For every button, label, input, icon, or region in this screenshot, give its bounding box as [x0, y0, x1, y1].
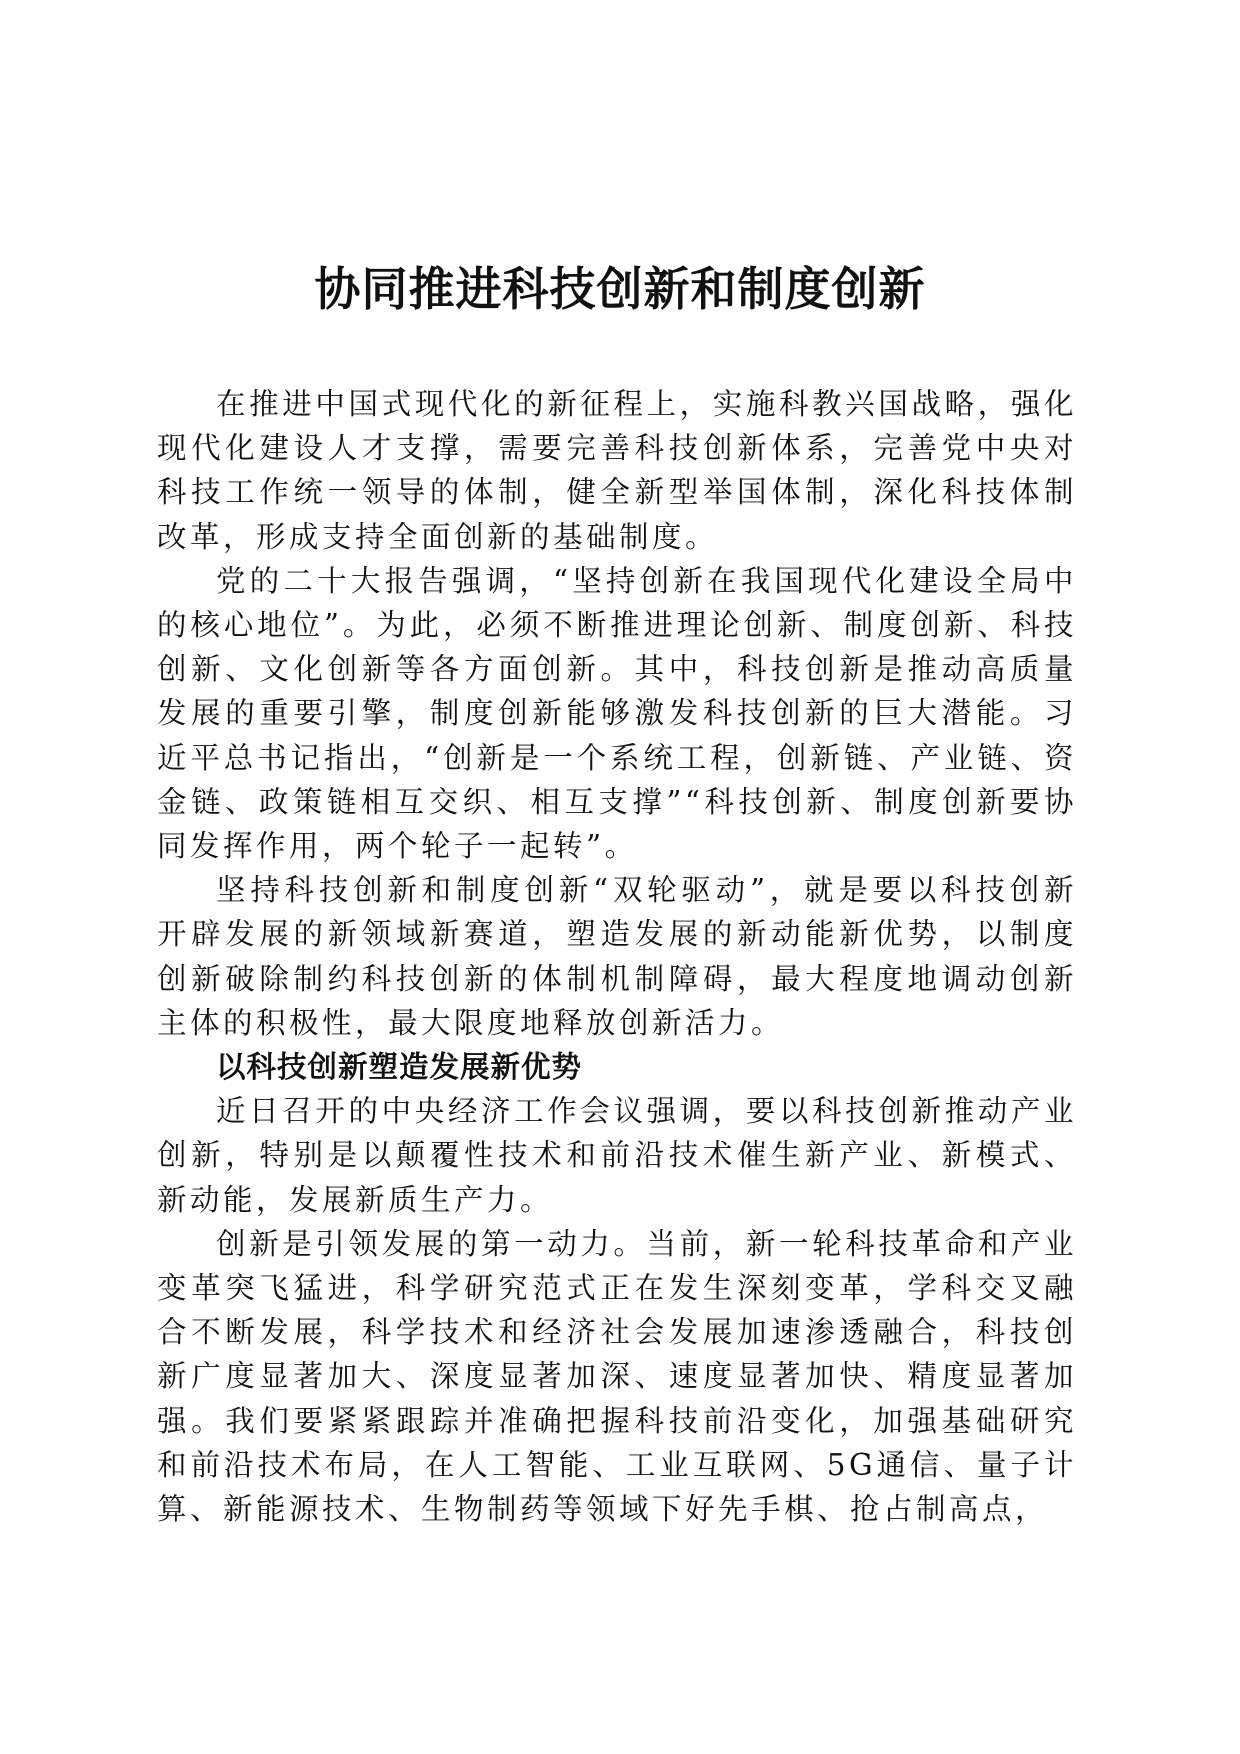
paragraph: 近日召开的中央经济工作会议强调，要以科技创新推动产业创新，特别是以颠覆性技术和前沿技术催生新产业、新模式、新动能，发展新质生产力。 — [157, 1094, 1077, 1217]
document-body — [157, 382, 1077, 1531]
section-heading: 以科技创新塑造发展新优势 — [216, 1050, 583, 1085]
paragraph: 党的二十大报告强调，“坚持创新在我国现代化建设全局中的核心地位”。为此，必须不断推进理论创新、制度创新、科技创新、文化创新等各方面创新。其中，科技创新是推动高质量发展的重要引擎，制度创新能够激发科技创新的巨大潜能。习近平总书记指出，“创新是一个系统工程，创新链、产业链、资金链、政策链相互交织、相互支撑”“科技创新、制度创新要协同发挥作用，两个轮子一起转”。 — [157, 563, 1077, 864]
paragraph: 在推进中国式现代化的新征程上，实施科教兴国战略，强化现代化建设人才支撑，需要完善科技创新体系，完善党中央对科技工作统一领导的体制，健全新型举国体制，深化科技体制改革，形成支持全面创新的基础制度。 — [157, 387, 1077, 554]
document-title: 协同推进科技创新和制度创新 — [314, 261, 926, 316]
paragraph: 坚持科技创新和制度创新“双轮驱动”，就是要以科技创新开辟发展的新领域新赛道，塑造发展的新动能新优势，以制度创新破除制约科技创新的体制机制障碍，最大程度地调动创新主体的积极性，最大限度地释放创新活力。 — [157, 873, 1077, 1040]
paragraph: 创新是引领发展的第一动力。当前，新一轮科技革命和产业变革突飞猛进，科学研究范式正在发生深刻变革，学科交叉融合不断发展，科学技术和经济社会发展加速渗透融合，科技创新广度显著加大、深度显著加深、速度显著加快、精度显著加强。我们要紧紧跟踪并准确把握科技前沿变化，加强基础研究和前沿技术布局，在人工智能、工业互联网、5G通信、量子计算、新能源技术、生物制药等领域下好先手棋、抢占制高点， — [157, 1226, 1077, 1527]
